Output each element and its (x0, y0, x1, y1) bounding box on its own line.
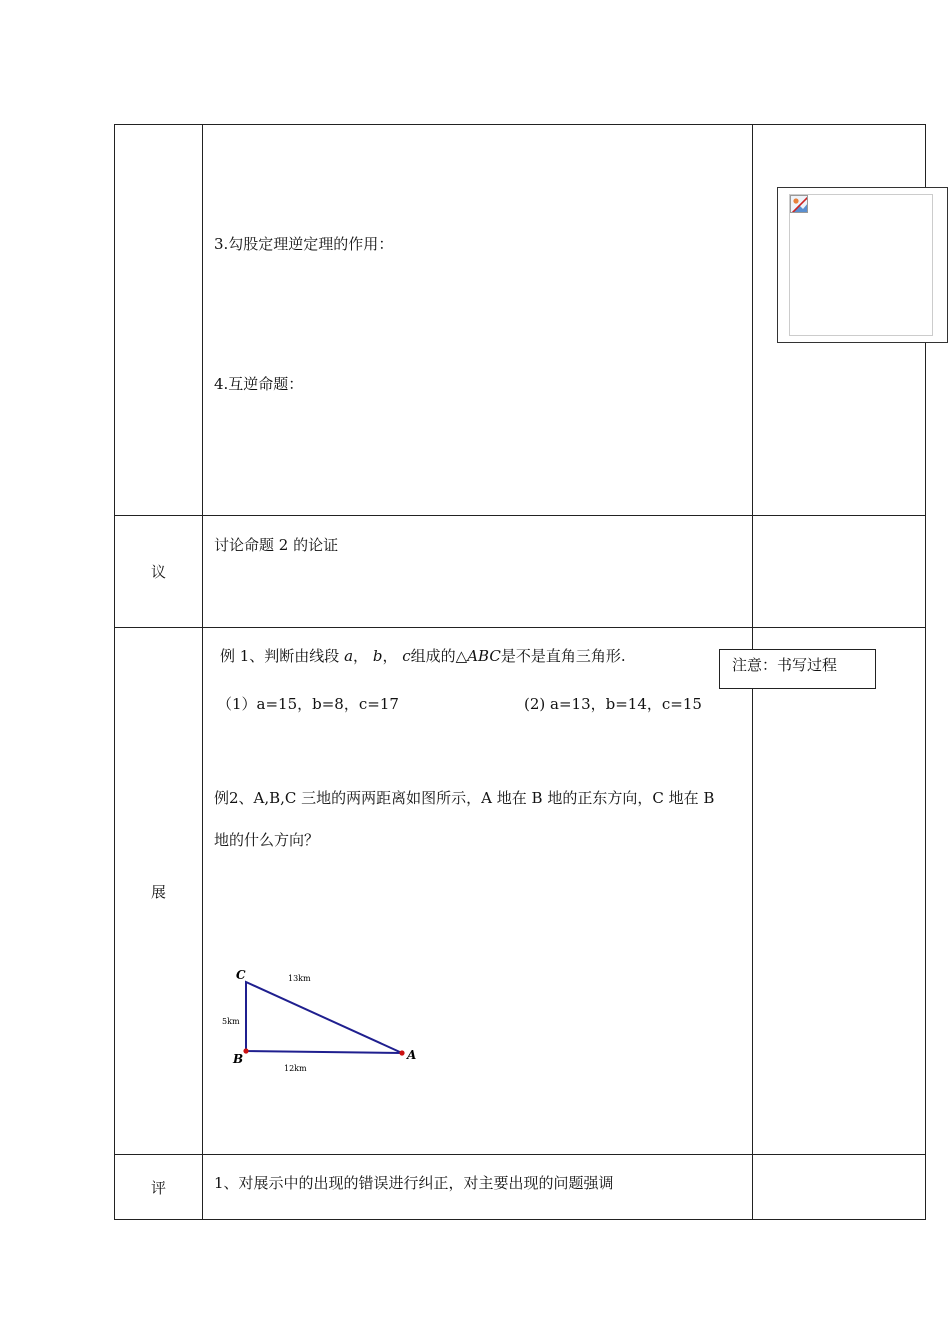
sep-2: ， (382, 647, 398, 665)
example-1-mid: 组成的△ (410, 647, 468, 665)
var-b: b (372, 647, 383, 665)
var-a: a (344, 647, 354, 665)
vertex-label-a: A (407, 1048, 417, 1062)
sep-1: ， (353, 647, 369, 665)
var-c: c (402, 647, 411, 665)
discuss-proposition-text: 讨论命题 2 的论证 (214, 536, 339, 554)
image-placeholder (789, 194, 933, 336)
note-cell-3 (752, 628, 925, 1155)
row-label-show: 展 (115, 628, 203, 1155)
point-a (399, 1050, 404, 1055)
vertex-label-c: C (236, 968, 246, 982)
var-abc: ABC (467, 647, 501, 665)
row-label-discuss: 议 (115, 516, 203, 628)
broken-image-icon (790, 195, 808, 213)
image-placeholder-frame (777, 187, 948, 343)
note-cell-2 (752, 516, 925, 628)
point-b (243, 1048, 248, 1053)
note-box (719, 649, 876, 689)
example-1-text (220, 645, 626, 666)
item-converse-theorem-use: 3.勾股定理逆定理的作用： (214, 235, 394, 253)
triangle-abc (246, 982, 402, 1053)
note-cell-4 (752, 1155, 925, 1220)
row-discuss (115, 516, 926, 628)
item-inverse-propositions: 4.互逆命题： (214, 375, 304, 393)
row-label-review: 评 (115, 1155, 203, 1220)
example-2-line-1: 例2、A,B,C 三地的两两距离如图所示，A 地在 B 地的正东方向，C 地在 B (214, 789, 715, 807)
summary-cell (203, 125, 753, 516)
example-1-prefix: 例 1、判断由线段 (220, 647, 340, 665)
example-1-suffix: 是不是直角三角形. (500, 647, 626, 665)
row-label-empty (115, 125, 203, 516)
side-label-cb: 5km (222, 1017, 240, 1026)
vertex-label-b: B (233, 1052, 244, 1066)
side-label-ca: 13km (288, 974, 311, 983)
review-item-text: 1、对展示中的出现的错误进行纠正，对主要出现的问题强调 (214, 1174, 614, 1192)
triangle-figure (214, 958, 434, 1078)
case-1-text: （1）a=15，b=8，c=17 (217, 695, 399, 713)
case-2-text: (2) a=13，b=14，c=15 (524, 695, 702, 713)
example-2-line-2: 地的什么方向？ (214, 831, 320, 849)
discuss-cell (203, 516, 753, 628)
side-label-ba: 12km (284, 1064, 307, 1073)
note-text: 注意：书写过程 (732, 656, 838, 674)
